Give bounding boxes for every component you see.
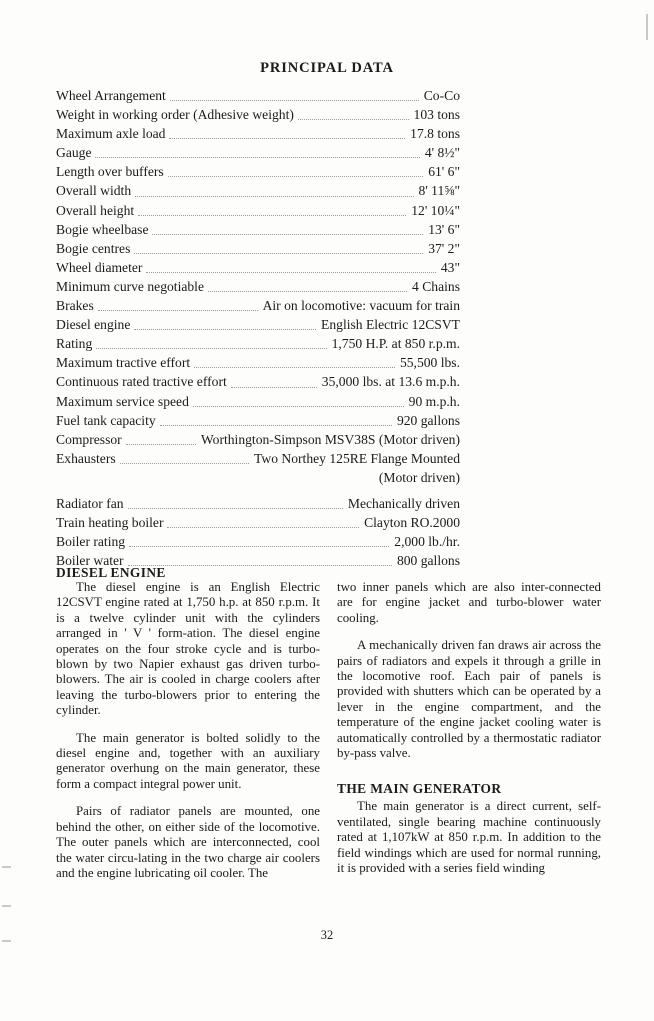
spec-value: Clayton RO.2000: [364, 515, 460, 531]
spec-value: Two Northey 125RE Flange Mounted: [254, 450, 460, 466]
section-heading-main-generator: THE MAIN GENERATOR: [337, 781, 502, 797]
spec-value: 2,000 lb./hr.: [394, 534, 460, 550]
spec-value: 4 Chains: [412, 278, 460, 294]
spec-value: 1,750 H.P. at 850 r.p.m.: [331, 336, 460, 352]
spec-label: Maximum service speed: [56, 393, 189, 409]
spec-value: 35,000 lbs. at 13.6 m.p.h.: [321, 374, 460, 390]
spec-value: Mechanically driven: [347, 495, 460, 511]
leader-dots: [95, 148, 419, 162]
spec-label: Wheel Arrangement: [56, 88, 166, 103]
spec-label: Exhausters: [56, 450, 116, 466]
page-title: PRINCIPAL DATA: [260, 60, 394, 76]
paragraph: Pairs of radiator panels are mounted, one behind the other, on either side of the locomotive. The outer panels which are interconnected, cool the water circu-lating in the two charge air coolers and the engine lubricating oil cooler. The: [56, 804, 320, 880]
leader-dots: [168, 167, 423, 181]
spec-value: 61' 6": [428, 164, 460, 180]
table-row: [56, 258, 460, 277]
spec-value: 4' 8½": [424, 145, 460, 161]
spec-value: 90 m.p.h.: [408, 393, 460, 409]
spec-value: English Electric 12CSVT: [321, 317, 460, 333]
spec-label: Rating: [56, 336, 93, 352]
spec-label: Maximum axle load: [56, 126, 166, 142]
section-heading-diesel-engine: DIESEL ENGINE: [56, 565, 166, 581]
leader-dots: [138, 206, 406, 220]
leader-dots: [128, 556, 392, 570]
spec-value: 800 gallons: [396, 553, 460, 569]
table-row: [56, 86, 460, 105]
spec-value: Co-Co: [423, 88, 460, 103]
table-row: [56, 181, 460, 200]
table-row: [56, 201, 460, 220]
spec-label: Continuous rated tractive effort: [56, 374, 227, 390]
spec-label: Brakes: [56, 298, 94, 314]
table-row: [56, 411, 460, 430]
spec-value: 55,500 lbs.: [399, 355, 460, 371]
paragraph: The main generator is bolted solidly to the diesel engine and, together with an auxiliary generator overhung on the main generator, these form a compact integral power unit.: [56, 730, 320, 791]
table-row: [56, 353, 460, 372]
leader-dots: [194, 358, 395, 372]
spec-value: (Motor driven): [378, 469, 460, 485]
leader-dots: [120, 454, 249, 468]
leader-dots: [98, 301, 258, 315]
scan-edge-mark: [2, 866, 11, 868]
principal-data-table: [56, 86, 460, 570]
table-row: [56, 124, 460, 143]
paragraph: A mechanically driven fan draws air across the pairs of radiators and expels it through a grille in the locomotive roof. Each pair of panels is provided with shutters which can be operated by a lever in the engine compartment, and the temperature of the engine jacket cooling water is automatically controlled by a thermostatic radiator by-pass valve.: [337, 638, 601, 761]
spec-label: Gauge: [56, 145, 92, 161]
spec-value: 920 gallons: [396, 412, 460, 428]
leader-dots: [129, 537, 389, 551]
paragraph: two inner panels which are also inter-connected are for engine jacket and turbo-blower water cooling.: [337, 580, 601, 625]
spec-label: Maximum tractive effort: [56, 355, 191, 371]
body-column-left: [56, 580, 320, 881]
spec-value: Air on locomotive: vacuum for train: [262, 298, 460, 314]
spec-label: Bogie centres: [56, 240, 131, 256]
leader-dots: [152, 225, 423, 239]
paragraph: The main generator is a direct current, self-ventilated, single bearing machine continuously rated at 1,107kW at 850 r.p.m. In addition to the field windings which are used for normal running, it is provided with a series field winding: [337, 799, 601, 876]
leader-dots: [134, 320, 316, 334]
leader-dots: [298, 110, 409, 124]
table-row: [56, 220, 460, 239]
table-row: [56, 162, 460, 181]
spec-value: Worthington-Simpson MSV38S (Motor driven): [200, 431, 460, 447]
spec-label: Diesel engine: [56, 317, 131, 333]
paragraph: The diesel engine is an English Electric 12CSVT engine rated at 1,750 h.p. at 850 r.p.m. It is a twelve cylinder unit with the cylinders arranged in ' V ' form-ation. The diesel engine operates on the four stroke cycle and is turbo-blown by two Napier exhaust gas driven turbo-blowers. The air is cooled in charge coolers after leaving the turbo-blowers prior to entering the cylinder.: [56, 580, 320, 718]
table-row: [56, 494, 460, 513]
spec-label: Wheel diameter: [56, 259, 143, 275]
spec-label: Length over buffers: [56, 164, 164, 180]
table-row: [56, 239, 460, 258]
table-row: [56, 430, 460, 449]
leader-dots: [128, 499, 343, 513]
spec-label: Bogie wheelbase: [56, 221, 149, 237]
spec-value: 103 tons: [413, 107, 460, 123]
body-column-right: [337, 580, 601, 877]
table-row: [56, 372, 460, 391]
leader-dots: [126, 435, 196, 449]
spec-value: 43": [440, 259, 460, 275]
leader-dots: [134, 244, 423, 258]
spec-label: Radiator fan: [56, 495, 124, 511]
leader-dots: [231, 378, 317, 392]
scan-edge-mark: [2, 905, 11, 907]
table-row: [56, 143, 460, 162]
table-row: [56, 315, 460, 334]
spec-value: 13' 6": [428, 221, 460, 237]
table-row: [56, 449, 460, 468]
spec-label: Minimum curve negotiable: [56, 278, 204, 294]
table-row: [56, 334, 460, 353]
spec-label: Compressor: [56, 431, 122, 447]
spec-label: Boiler rating: [56, 534, 126, 550]
leader-dots: [160, 416, 392, 430]
spec-value: 12' 10¼": [411, 202, 460, 218]
spec-label: Weight in working order (Adhesive weight): [56, 107, 294, 123]
scan-edge-mark: [646, 14, 648, 40]
table-row: [56, 513, 460, 532]
table-row: [56, 277, 460, 296]
leader-dots: [167, 518, 359, 532]
leader-dots: [96, 339, 326, 353]
leader-dots: [193, 397, 404, 411]
spec-value: 17.8 tons: [410, 126, 460, 142]
spec-label: Train heating boiler: [56, 515, 164, 531]
table-row: [56, 392, 460, 411]
leader-dots: [169, 129, 405, 143]
table-row: [56, 105, 460, 124]
leader-dots: [170, 91, 419, 105]
spec-value: 8' 11⅝": [418, 183, 460, 199]
table-row: [56, 296, 460, 315]
spec-label: Overall width: [56, 183, 132, 199]
page-number: 32: [320, 928, 334, 942]
spec-value: 37' 2": [428, 240, 460, 256]
spec-label: Overall height: [56, 202, 135, 218]
table-row: [56, 532, 460, 551]
leader-dots: [135, 187, 413, 201]
leader-dots: [146, 263, 435, 277]
row-spacer: [56, 487, 460, 494]
table-row-continuation: [56, 468, 460, 487]
leader-dots: [208, 282, 407, 296]
spec-label: Boiler water: [56, 553, 124, 569]
spec-label: Fuel tank capacity: [56, 412, 156, 428]
heading-spacer: [337, 773, 601, 799]
